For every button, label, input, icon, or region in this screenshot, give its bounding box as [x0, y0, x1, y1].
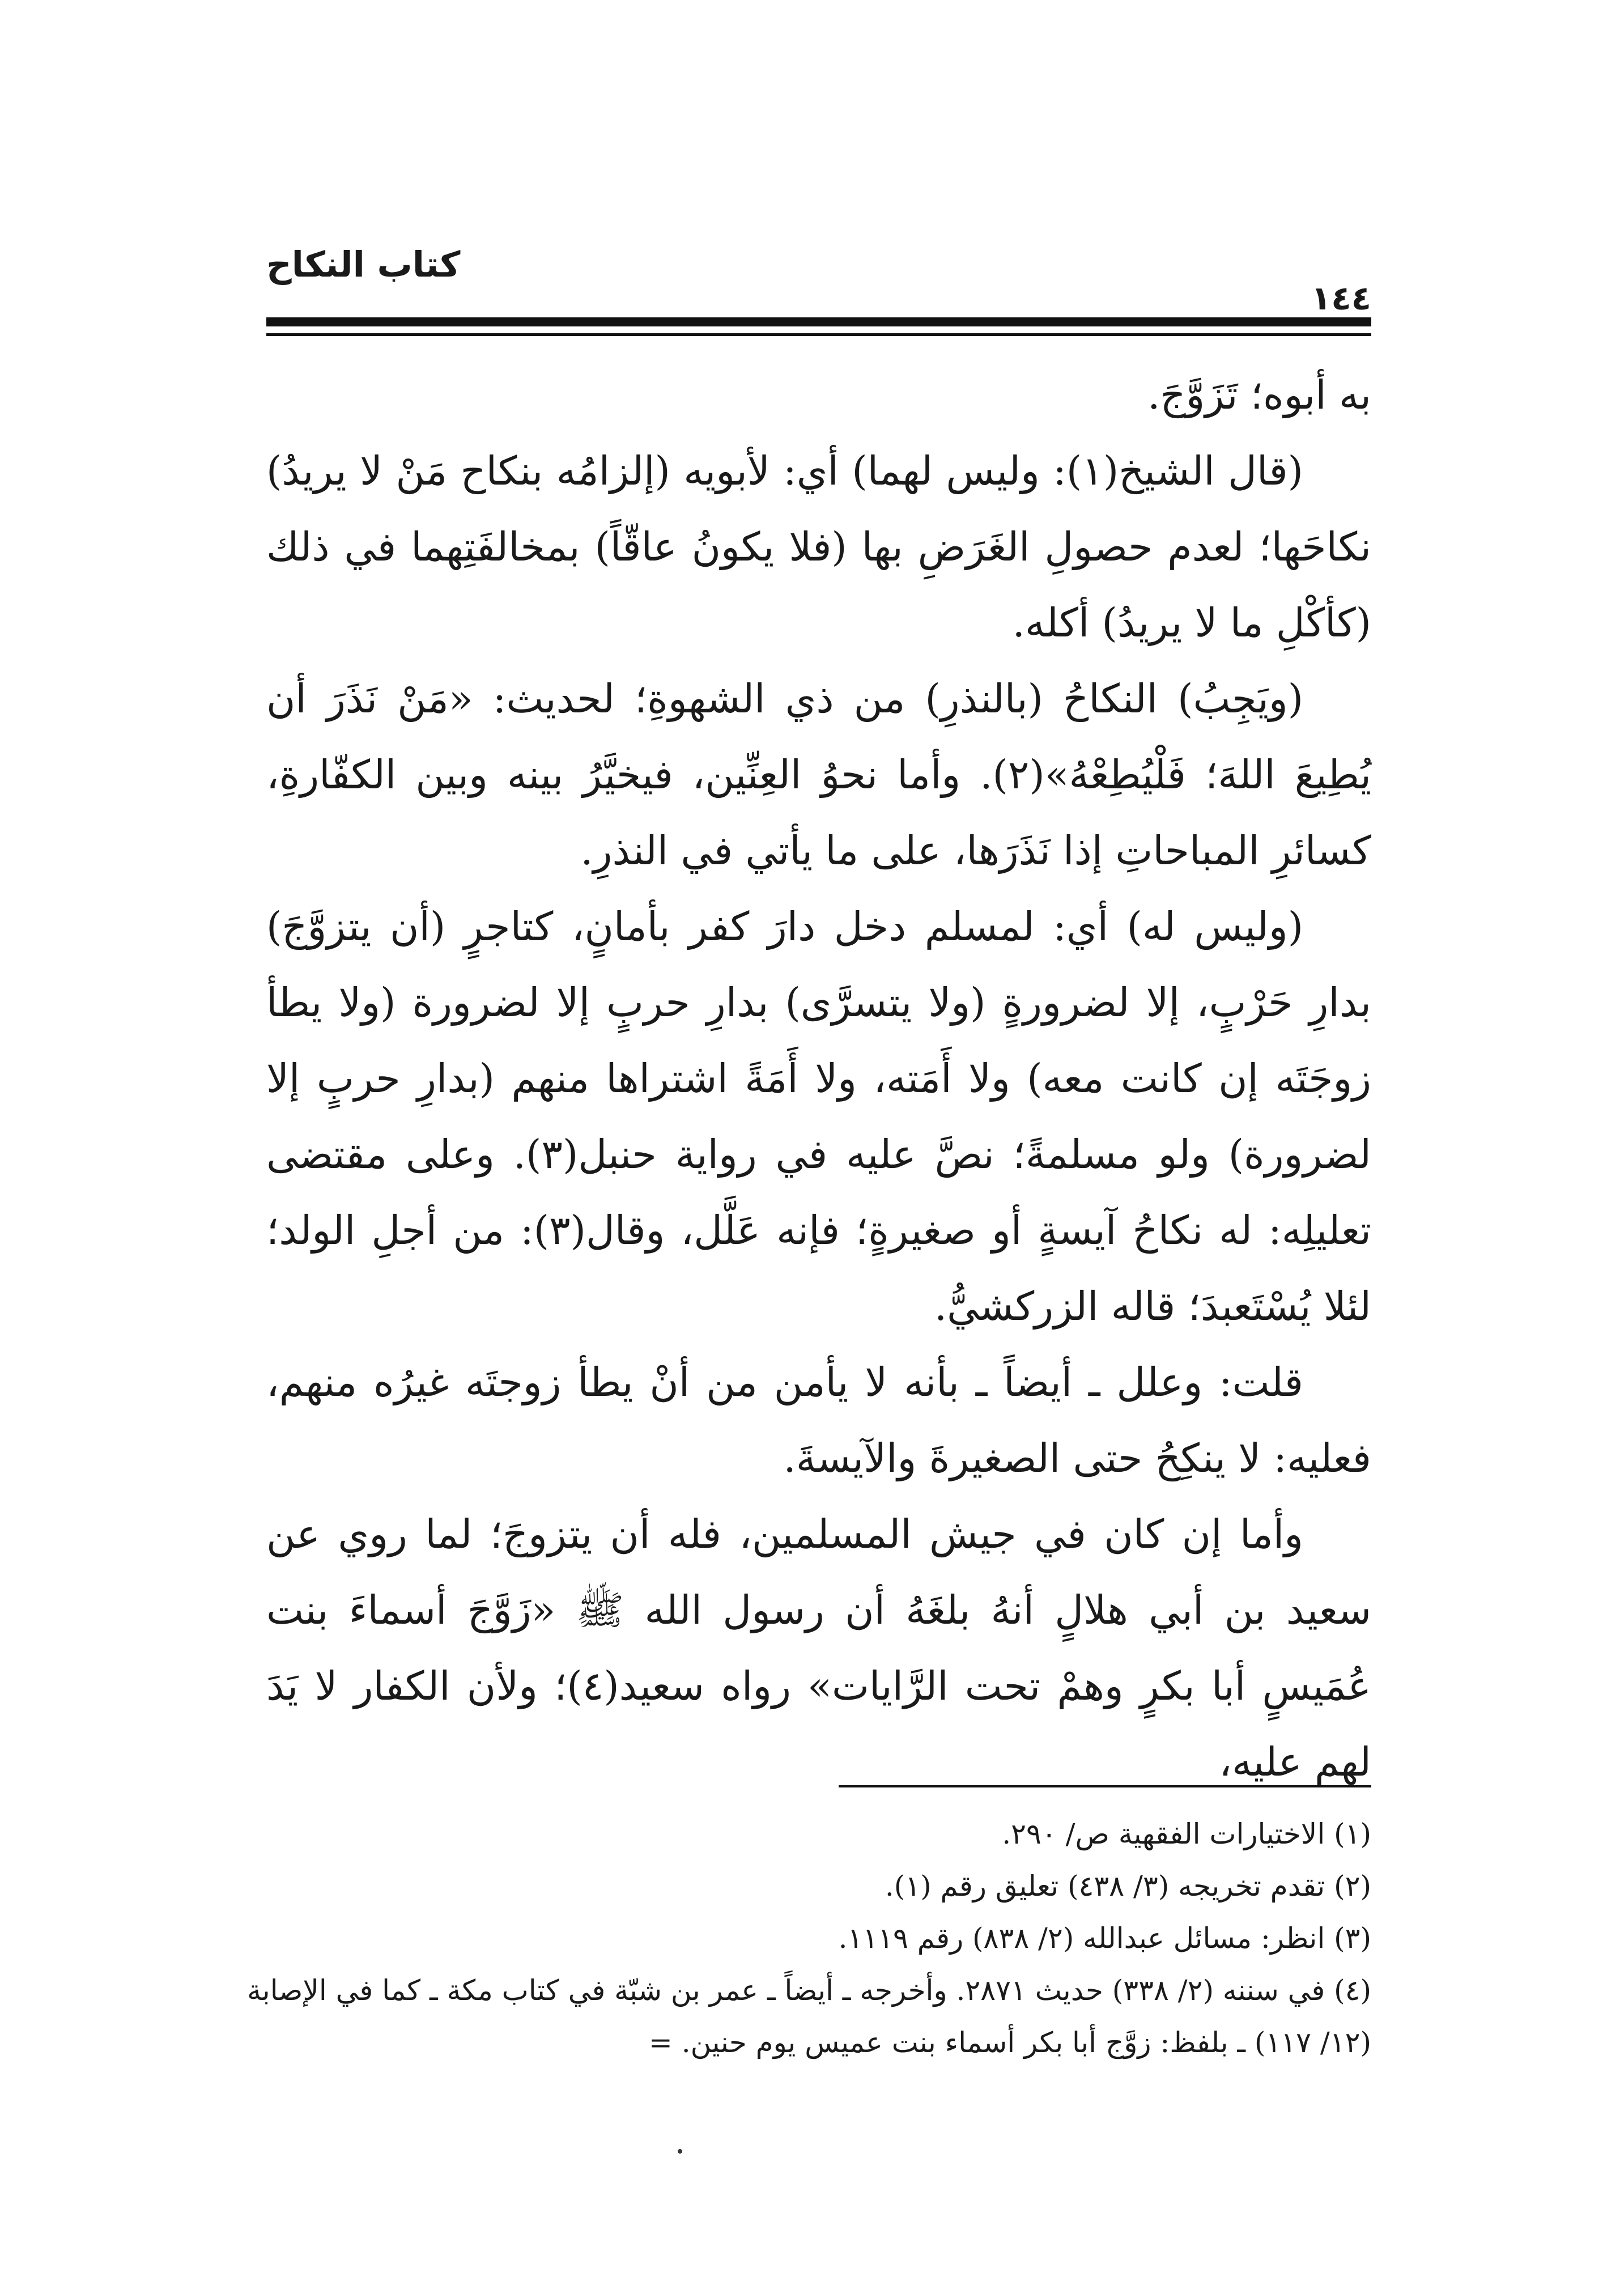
- paragraph-6: وأما إن كان في جيش المسلمين، فله أن يتزوجَ؛ لما روي عن سعيد بن أبي هلالٍ أنهُ بلغَهُ أن رسول الله ﷺ «زَوَّجَ أسماءَ بنت عُمَيسٍ أبا بكرٍ وهمْ تحت الرَّايات» رواه سعيد(٤)؛ ولأن الكفار لا يَدَ لهم عليه،: [266, 1511, 1371, 1785]
- footnotes: [238, 1808, 1371, 2069]
- footnote-2: (٢) تقدم تخريجه (٣/ ٤٣٨) تعليق رقم (١).: [885, 1870, 1371, 1903]
- footnote-3: (٣) انظر: مسائل عبدالله (٢/ ٨٣٨) رقم ١١١٩.: [838, 1922, 1371, 1955]
- running-title: كتاب النكاح: [266, 244, 461, 285]
- scan-speck: [678, 2149, 682, 2154]
- paragraph-3: (ويَجِبُ) النكاحُ (بالنذرِ) من ذي الشهوةِ؛ لحديث: «مَنْ نَذَرَ أن يُطِيعَ اللهَ؛ فَلْيُطِعْهُ»(٢). وأما نحوُ العِنِّين، فيخيَّرُ بينه وبين الكفّارةِ، كسائرِ المباحاتِ إذا نَذَرَها، على ما يأتي في النذرِ.: [266, 676, 1371, 874]
- footnote-1: (١) الاختيارات الفقهية ص/ ٢٩٠.: [1002, 1818, 1371, 1850]
- paragraph-5: قلت: وعلل ـ أيضاً ـ بأنه لا يأمن من أنْ يطأ زوجتَه غيرُه منهم، فعليه: لا ينكِحُ حتى الصغيرةَ والآيسةَ.: [266, 1359, 1371, 1481]
- footnote-4: (٤) في سننه (٢/ ٣٣٨) حديث ٢٨٧١. وأخرجه ـ أيضاً ـ عمر بن شبّة في كتاب مكة ـ كما في الإصابة (١٢/ ١١٧) ـ بلفظ: زوَّج أبا بكر أسماء بنت عميس يوم حنين. =: [246, 1974, 1371, 2059]
- paragraph-1: به أبوه؛ تَزَوَّجَ.: [1147, 372, 1371, 418]
- main-text: [266, 357, 1371, 1800]
- footnote-separator: [839, 1785, 1371, 1787]
- page-number: ١٤٤: [1311, 279, 1371, 317]
- header-rule-thin: [266, 333, 1371, 336]
- paragraph-2: (قال الشيخ(١): وليس لهما) أي: لأبويه (إلزامُه بنكاح مَنْ لا يريدُ) نكاحَها؛ لعدم حصولِ الغَرَضِ بها (فلا يكونُ عاقّاً) بمخالفَتِهما في ذلك (كأكْلِ ما لا يريدُ) أكله.: [266, 448, 1371, 646]
- header-rule-thick: [266, 317, 1371, 326]
- paragraph-4: (وليس له) أي: لمسلم دخل دارَ كفر بأمانٍ، كتاجرٍ (أن يتزوَّجَ) بدارِ حَرْبٍ، إلا لضرورةٍ (ولا يتسرَّى) بدارِ حربٍ إلا لضرورة (ولا يطأ زوجَتَه إن كانت معه) ولا أَمَته، ولا أَمَةً اشتراها منهم (بدارِ حربٍ إلا لضرورة) ولو مسلمةً؛ نصَّ عليه في رواية حنبل(٣). وعلى مقتضى تعليلِه: له نكاحُ آيسةٍ أو صغيرةٍ؛ فإنه عَلَّل، وقال(٣): من أجلِ الولد؛ لئلا يُسْتَعبدَ؛ قاله الزركشيُّ.: [266, 903, 1371, 1330]
